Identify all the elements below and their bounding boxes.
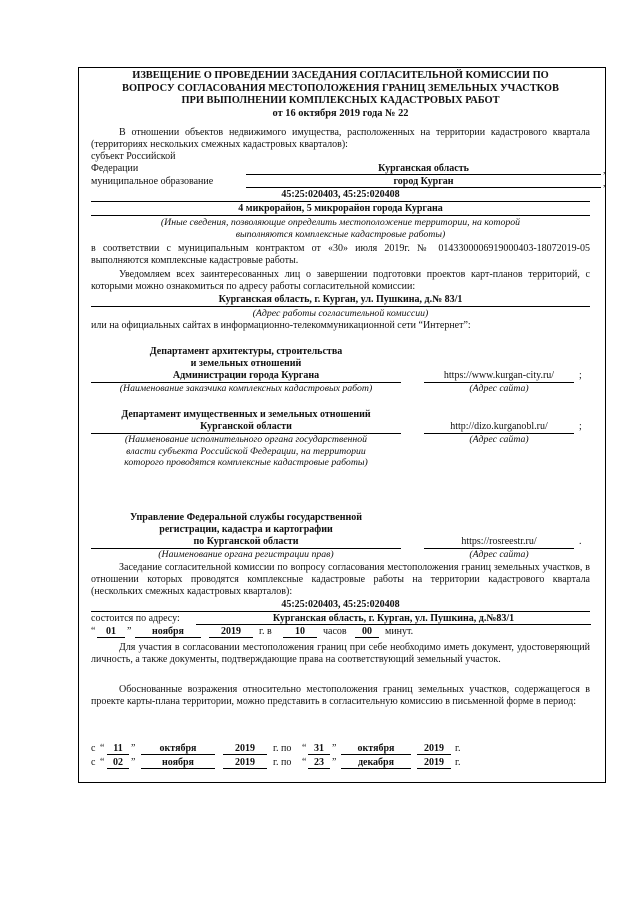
notice-frame — [78, 67, 606, 783]
to-label: г. по — [273, 743, 292, 754]
subject-comma: , — [603, 165, 606, 176]
municipal-value: город Курган — [246, 176, 601, 188]
org1-site-link[interactable]: https://www.kurgan-city.ru/ — [424, 370, 574, 383]
quote-open: “ — [302, 757, 307, 768]
org3-site-caption: (Адрес сайта) — [469, 549, 529, 560]
org1-semicolon: ; — [579, 370, 582, 381]
period-to-day: 31 — [308, 743, 330, 755]
org3-period: . — [579, 536, 582, 547]
commission-address-caption: (Адрес работы согласительной комиссии) — [252, 308, 429, 319]
notice-date: от 16 октября 2019 года № 22 — [272, 107, 409, 119]
period-to-year: 2019 — [417, 757, 451, 769]
hour-label: часов — [323, 626, 347, 637]
org1-name — [91, 346, 401, 383]
org1-line: и земельных отношений — [190, 358, 302, 369]
quarters-line: 45:25:020403, 45:25:020408 — [91, 189, 590, 202]
district-line: 4 микрорайон, 5 микрорайон города Кургана — [91, 203, 590, 216]
to-label: г. по — [273, 757, 292, 768]
org3-caption: (Наименование органа регистрации прав) — [158, 549, 334, 560]
quote-close: ” — [332, 743, 337, 754]
caption-line: выполняются комплексные кадастровые работы) — [235, 228, 446, 240]
meeting-hour: 10 — [283, 626, 317, 638]
notify-text: Уведомляем всех заинтересованных лиц о завершении подготовки проектов карт-планов территорий, с которыми можно ознакомиться по адресу работы согласительной комиссии: — [91, 269, 590, 292]
objections-text: Обоснованные возражения относительно местоположения границ земельных участков, содержащегося в проекте карты-плана территории, можно представить в согласительную комиссию в письменной форме в период: — [91, 684, 590, 707]
org2-site-caption: (Адрес сайта) — [469, 434, 529, 445]
quote-open: “ — [100, 757, 105, 768]
quote-close: ” — [127, 626, 132, 637]
municipal-comma: , — [603, 178, 606, 189]
intro-text: В отношении объектов недвижимого имущества, расположенных на территории кадастрового квартала (территориях нескольких смежных кадастровых кварталов): — [91, 127, 590, 150]
caption-line: (Наименование исполнительного органа государственной — [124, 434, 368, 445]
municipal-label: муниципальное образование — [91, 176, 214, 187]
period-from-month: октября — [141, 743, 215, 755]
quote-open: “ — [91, 626, 96, 637]
quote-open: “ — [100, 743, 105, 754]
org3-line: регистрации, кадастра и картографии — [159, 524, 333, 535]
caption-line: которого проводятся комплексные кадастровые работы) — [124, 457, 368, 469]
period-from-day: 11 — [107, 743, 129, 755]
contract-text: в соответствии с муниципальным контрактом от «30» июля 2019г. № 0143300006919000403-18072019-05 выполняются комплексные кадастровые работы. — [91, 243, 590, 266]
participation-text: Для участия в согласовании местоположения границ при себе необходимо иметь документ, удостоверяющий личность, а также документы, подтверждающие права на соответствующий земельный участок. — [91, 642, 590, 665]
subject-label: субъект Российской — [91, 151, 176, 162]
period-row-2 — [91, 757, 590, 769]
year-suffix: г. в — [259, 626, 272, 637]
from-label: с — [91, 743, 96, 754]
meeting-year: 2019 — [209, 626, 253, 638]
org2-caption — [91, 434, 401, 469]
org3-name — [91, 512, 401, 549]
quote-open: “ — [302, 743, 307, 754]
org3-line: Управление Федеральной службы государственной — [130, 512, 362, 523]
caption-line: (Иные сведения, позволяющие определить местоположение территории, на которой — [160, 217, 521, 228]
internet-text: или на официальных сайтах в информационно-телекоммуникационной сети “Интернет”: — [91, 320, 471, 331]
notice-title — [91, 70, 590, 120]
period-from-day: 02 — [107, 757, 129, 769]
meeting-day: 01 — [97, 626, 125, 638]
commission-address: Курганская область, г. Курган, ул. Пушкина, д.№ 83/1 — [91, 294, 590, 307]
period-to-month: октября — [341, 743, 411, 755]
caption-line: власти субъекта Российской Федерации, на территории — [126, 445, 366, 457]
period-from-month: ноября — [141, 757, 215, 769]
venue-label: состоится по адресу: — [91, 613, 180, 624]
org2-line: Департамент имущественных и земельных отношений — [121, 409, 371, 420]
other-info-caption — [91, 217, 590, 240]
year-label: г. — [455, 757, 461, 768]
period-from-year: 2019 — [223, 743, 267, 755]
org2-name — [91, 409, 401, 434]
period-to-month: декабря — [341, 757, 411, 769]
municipal-row — [91, 176, 606, 189]
title-line: ИЗВЕЩЕНИЕ О ПРОВЕДЕНИИ ЗАСЕДАНИЯ СОГЛАСИТЕЛЬНОЙ КОМИССИИ ПО — [132, 70, 549, 81]
meeting-quarters: 45:25:020403, 45:25:020408 — [91, 599, 590, 612]
org3-line: по Курганской области — [91, 536, 401, 549]
meeting-month: ноября — [135, 626, 201, 638]
org2-line: Курганской области — [91, 421, 401, 434]
period-row-1 — [91, 743, 590, 755]
meeting-text: Заседание согласительной комиссии по вопросу согласования местоположения границ земельных участков, в отношении которых проводятся комплексные кадастровые работы на территории кадастрового квартала (нескольких смежных кадастровых кварталов): — [91, 562, 590, 597]
year-label: г. — [455, 743, 461, 754]
period-to-year: 2019 — [417, 743, 451, 755]
subject-value: Курганская область — [246, 163, 601, 175]
quote-close: ” — [131, 757, 136, 768]
quote-close: ” — [332, 757, 337, 768]
title-line: ВОПРОСУ СОГЛАСОВАНИЯ МЕСТОПОЛОЖЕНИЯ ГРАНИЦ ЗЕМЕЛЬНЫХ УЧАСТКОВ — [122, 82, 559, 94]
org2-semicolon: ; — [579, 421, 582, 432]
org1-site-caption: (Адрес сайта) — [469, 383, 529, 394]
org1-line: Департамент архитектуры, строительства — [149, 346, 343, 357]
title-line: ПРИ ВЫПОЛНЕНИИ КОМПЛЕКСНЫХ КАДАСТРОВЫХ РАБОТ — [181, 95, 500, 106]
quote-close: ” — [131, 743, 136, 754]
org1-caption: (Наименование заказчика комплексных кадастровых работ) — [119, 383, 373, 394]
subject-value-row — [91, 163, 606, 176]
period-to-day: 23 — [308, 757, 330, 769]
org3-site-link[interactable]: https://rosreestr.ru/ — [424, 536, 574, 549]
subject-label-2: Федерации — [91, 163, 139, 174]
period-from-year: 2019 — [223, 757, 267, 769]
org2-site-link[interactable]: http://dizo.kurganobl.ru/ — [424, 421, 574, 434]
org1-line: Администрации города Кургана — [91, 370, 401, 383]
minute-label: минут. — [385, 626, 414, 637]
meeting-date-row — [91, 626, 590, 638]
venue-row — [91, 613, 590, 625]
from-label: с — [91, 757, 96, 768]
venue-value: Курганская область, г. Курган, ул. Пушкина, д.№83/1 — [196, 613, 591, 625]
meeting-minute: 00 — [355, 626, 379, 638]
subject-row — [91, 151, 590, 163]
